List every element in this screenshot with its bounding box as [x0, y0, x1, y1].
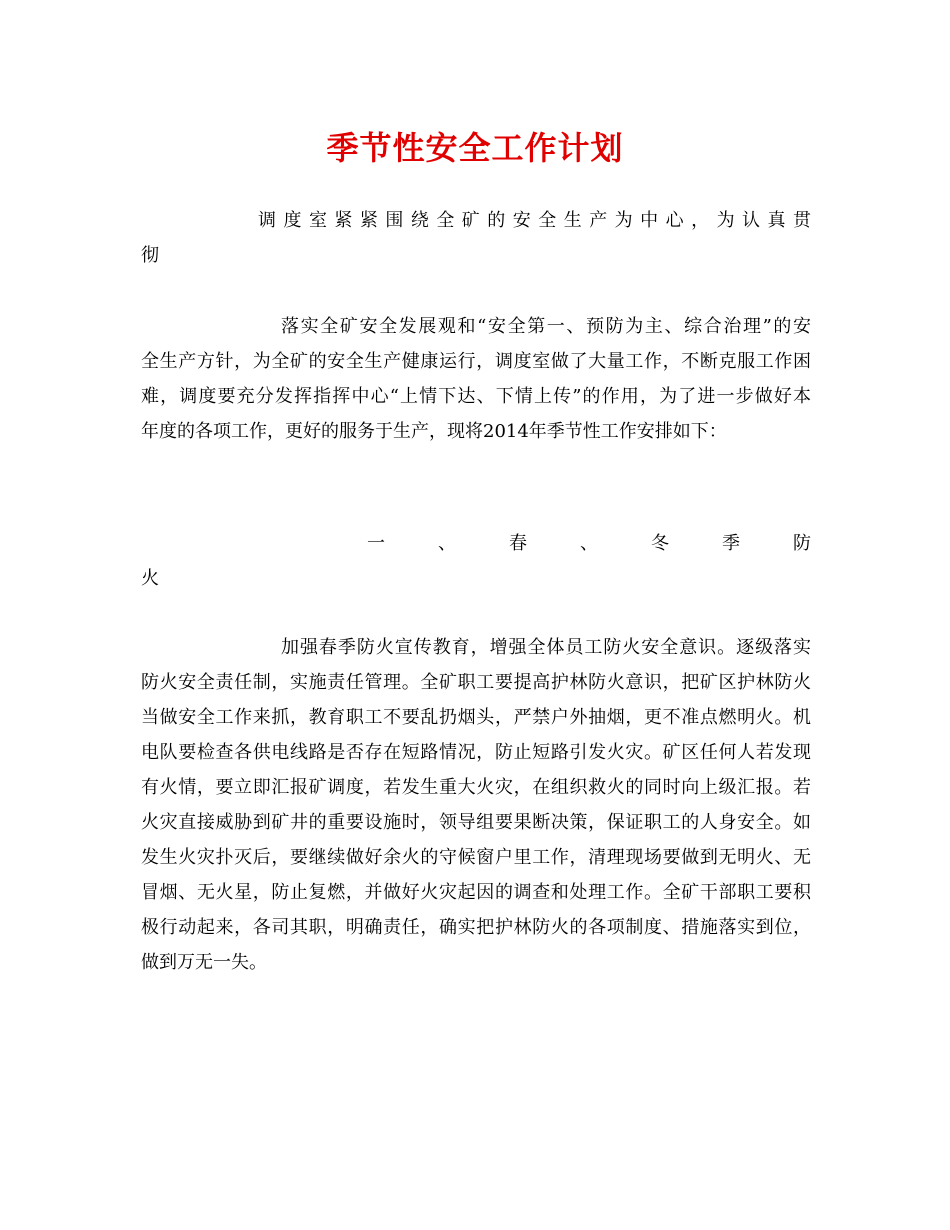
paragraph-1-line: 全生产方针，为全矿的安全生产健康运行，调度室做了大量工作，不断克服工作困	[141, 351, 811, 372]
paragraph-2-line: 极行动起来，各司其职，明确责任，确实把护林防火的各项制度、措施落实到位，	[141, 917, 811, 938]
paragraph-2-line: 电队要检查各供电线路是否存在短路情况，防止短路引发火灾。矿区任何人若发现	[141, 742, 811, 763]
intro-line-2: 彻	[141, 245, 159, 266]
paragraph-2-line: 发生火灾扑灭后，要继续做好余火的守候窗户里工作，清理现场要做到无明火、无	[141, 847, 811, 868]
paragraph-1-line: 年度的各项工作，更好的服务于生产，现将2014年季节性工作安排如下：	[141, 421, 727, 442]
paragraph-2-line: 加强春季防火宣传教育，增强全体员工防火安全意识。逐级落实	[281, 637, 811, 658]
paragraph-2-line: 当做安全工作来抓，教育职工不要乱扔烟头，严禁户外抽烟，更不准点燃明火。机	[141, 707, 811, 728]
section-heading-line-2: 火	[141, 568, 159, 589]
intro-line-1: 调度室紧紧围绕全矿的安全生产为中心，为认真贯	[258, 210, 811, 231]
section-heading-line-1: 一、春、冬季防	[367, 533, 811, 554]
document-title: 季节性安全工作计划	[326, 129, 624, 167]
paragraph-2-line: 防火安全责任制，实施责任管理。全矿职工要提高护林防火意识，把矿区护林防火	[141, 672, 811, 693]
paragraph-1-line: 难，调度要充分发挥指挥中心“上情下达、下情上传”的作用，为了进一步做好本	[141, 386, 811, 407]
paragraph-2-line: 冒烟、无火星，防止复燃，并做好火灾起因的调查和处理工作。全矿干部职工要积	[141, 882, 811, 903]
paragraph-2-line: 有火情，要立即汇报矿调度，若发生重大火灾，在组织救火的同时向上级汇报。若	[141, 777, 811, 798]
paragraph-2-line: 火灾直接威胁到矿井的重要设施时，领导组要果断决策，保证职工的人身安全。如	[141, 812, 811, 833]
paragraph-1-line: 落实全矿安全发展观和“安全第一、预防为主、综合治理”的安	[281, 316, 811, 337]
paragraph-2-line: 做到万无一失。	[141, 952, 267, 973]
